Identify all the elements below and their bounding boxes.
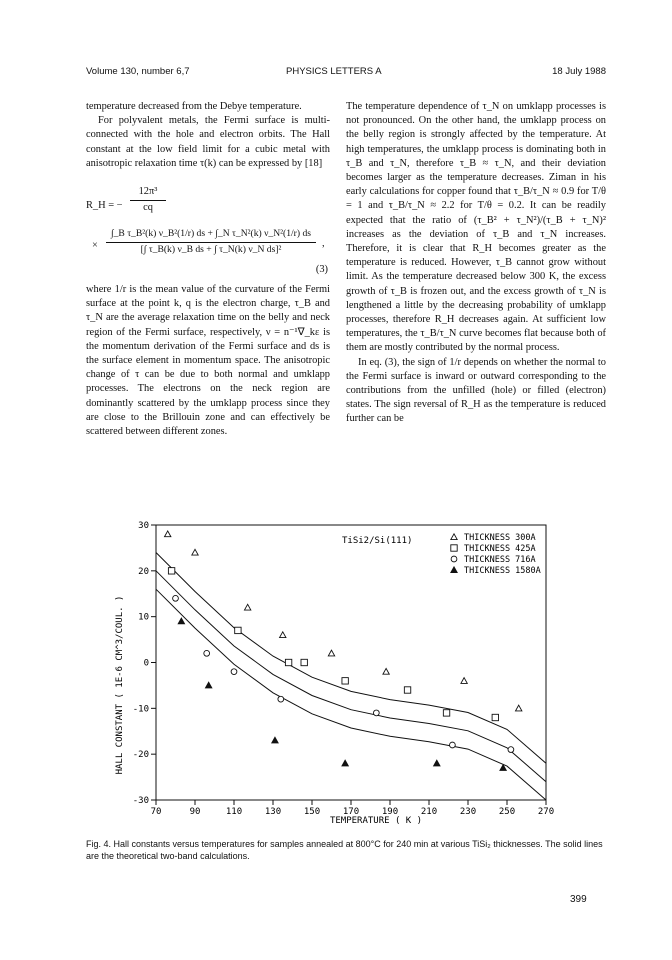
y-tick-label: 20 xyxy=(138,566,149,577)
open-circle-marker xyxy=(508,747,514,753)
y-tick-label: -20 xyxy=(132,750,149,761)
running-header xyxy=(86,66,606,80)
paragraph: In eq. (3), the sign of 1/r depends on whether the normal to the Fermi surface is inward or outward corresponding to the contributions from the unfilled (hole) or filled (electron) states. The sign reversal of R_H as the temperature is reduced further can be xyxy=(346,356,606,425)
page-number: 399 xyxy=(570,894,587,905)
theory-curves xyxy=(156,553,546,801)
filled-triangle-marker xyxy=(342,760,348,766)
open-circle-marker xyxy=(450,742,456,748)
x-tick-label: 170 xyxy=(342,807,360,817)
paragraph: The temperature dependence of τ_N on umklapp processes is not pronounced. On the other hand, the umklapp process on the belly region is strongly affected by the temperature. At high temperatures, the umklapp process is dominating both in τ_B and τ_N, therefore τ_B ≈ τ_N, and their deviation becomes larger as the temperature decreases. Ziman in his early calculations for copper found that τ_B/τ_N ≈ 0.9 for T/θ = 1 and τ_B/τ_N ≈ 2.2 for T/θ = 0.2. It can be readily expected that the ratio of (τ_B² + τ_N²)/(τ_B + τ_N)² increases as the deviation of τ_B and τ_N increases. Therefore, it is clear that R_H becomes greater as the temperature is reduced. However, τ_B cannot grow without limit. As the temperature decreased below 300 K, the excess growth of τ_B is frozen out, and the excess growth of τ_N is lengthened a little by the decreasing probability of umklapp processes, therefore R_H decreases again. At sufficient low temperatures, the τ_B/τ_N curve becomes flat because both of them are mostly contributed by the normal process. xyxy=(346,101,606,354)
x-tick-label: 150 xyxy=(303,807,321,817)
equation-number: (3) xyxy=(315,264,328,276)
y-tick-label: -10 xyxy=(132,704,149,715)
open-square-marker xyxy=(492,714,498,720)
paragraph: temperature decreased from the Debye temperature. xyxy=(86,101,302,112)
filled-triangle-marker xyxy=(178,618,184,624)
paragraph: where 1/r is the mean value of the curvature of the Fermi surface at the point k, q is the electron charge, τ_B and τ_N are the average relaxation time on the belly and neck region of the Fermi surface, respectively, ν = n⁻¹∇_kε is the momentum derivation of the Fermi surface and ds is the surface element in momentum space. The anisotropic change of τ can be due to both normal and umklapp processes. The electrons on the neck region are dominantly scattered by the umklapp process since they are close to the Brillouin zone and can effectively be scattered between different zones. xyxy=(86,284,330,438)
filled-triangle-marker xyxy=(451,567,457,573)
open-square-marker xyxy=(342,678,348,684)
legend-entry: THICKNESS 716A xyxy=(464,555,536,565)
hall-constant-figure xyxy=(96,510,576,840)
open-circle-marker xyxy=(204,650,210,656)
equation-fraction xyxy=(106,227,316,257)
open-circle-marker xyxy=(451,556,457,562)
x-tick-label: 90 xyxy=(189,807,201,817)
fraction-numerator: ∫_B τ_B²(k) ν_B²(1/r) ds + ∫_N τ_N²(k) ν_N²(1/r) ds xyxy=(106,227,316,243)
open-circle-marker xyxy=(373,710,379,716)
filled-triangle-marker xyxy=(272,737,278,743)
filled-triangle-marker xyxy=(434,760,440,766)
chart-legend xyxy=(451,533,541,576)
x-axis-label: TEMPERATURE ( K ) xyxy=(329,816,423,826)
legend-entry: THICKNESS 300A xyxy=(464,533,536,543)
times-sign: × xyxy=(92,240,98,252)
journal-name: PHYSICS LETTERS A xyxy=(286,66,382,77)
open-square-marker xyxy=(168,568,174,574)
equation-lhs: R_H = − xyxy=(86,200,123,212)
x-tick-label: 230 xyxy=(459,807,477,817)
x-tick-label: 110 xyxy=(225,807,243,817)
open-circle-marker xyxy=(278,696,284,702)
issue-date: 18 July 1988 xyxy=(552,66,606,77)
open-triangle-marker xyxy=(192,549,198,555)
x-tick-label: 190 xyxy=(381,807,399,817)
x-tick-label: 270 xyxy=(537,807,555,817)
figure-caption: Fig. 4. Hall constants versus temperatures for samples annealed at 800°C for 240 min at various TiSi₂ thicknesses. The solid lines are the theoretical two-band calculations. xyxy=(86,839,603,861)
chart-title: TiSi2/Si(111) xyxy=(342,536,413,546)
open-triangle-marker xyxy=(280,632,286,638)
open-triangle-marker xyxy=(461,678,467,684)
x-tick-label: 250 xyxy=(498,807,516,817)
volume-info: Volume 130, number 6,7 xyxy=(86,66,190,77)
open-triangle-marker xyxy=(165,531,171,537)
open-square-marker xyxy=(301,659,307,665)
equation-comma: , xyxy=(322,238,325,250)
y-tick-label: -30 xyxy=(132,796,149,806)
open-triangle-marker xyxy=(244,604,250,610)
open-square-marker xyxy=(285,659,291,665)
left-column xyxy=(86,100,330,439)
legend-entry: THICKNESS 425A xyxy=(464,544,536,554)
x-tick-label: 210 xyxy=(420,807,438,817)
open-square-marker xyxy=(443,710,449,716)
y-tick-label: 0 xyxy=(143,658,149,669)
open-triangle-marker xyxy=(451,534,457,540)
prefactor-numerator: 12π³ xyxy=(130,185,166,201)
legend-entry: THICKNESS 1580A xyxy=(464,566,541,576)
filled-triangle-marker xyxy=(205,682,211,688)
x-tick-label: 130 xyxy=(264,807,282,817)
equation-prefactor xyxy=(130,185,166,215)
theory-curve xyxy=(156,589,546,800)
open-square-marker xyxy=(404,687,410,693)
prefactor-denominator: cq xyxy=(143,202,153,214)
equation-3 xyxy=(86,179,330,275)
open-circle-marker xyxy=(231,669,237,675)
y-tick-label: 30 xyxy=(138,521,149,531)
open-circle-marker xyxy=(173,595,179,601)
x-tick-label: 70 xyxy=(150,807,162,817)
open-triangle-marker xyxy=(516,705,522,711)
open-triangle-marker xyxy=(328,650,334,656)
right-column xyxy=(346,100,606,427)
y-tick-label: 10 xyxy=(138,612,149,623)
fraction-denominator: [∫ τ_B(k) ν_B ds + ∫ τ_N(k) ν_N ds]² xyxy=(140,244,282,256)
open-triangle-marker xyxy=(383,668,389,674)
theory-curve xyxy=(156,571,546,782)
paragraph: For polyvalent metals, the Fermi surface is multi-connected with the hole and electron orbits. The Hall constant at the low field limit for a cubic metal with anisotropic relaxation time τ(k) can be expressed by [18] xyxy=(86,115,330,169)
open-square-marker xyxy=(235,627,241,633)
theory-curve xyxy=(156,553,546,764)
y-axis-label: HALL CONSTANT ( 1E-6 CM^3/COUL. ) xyxy=(115,595,125,775)
open-square-marker xyxy=(451,545,457,551)
